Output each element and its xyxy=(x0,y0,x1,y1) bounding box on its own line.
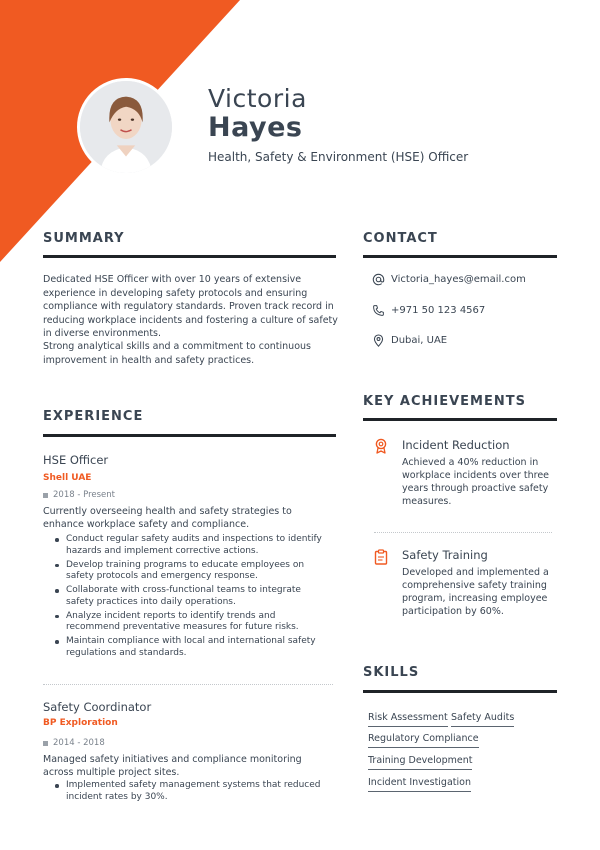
skill-tag: Regulatory Compliance xyxy=(368,733,479,748)
profile-photo xyxy=(77,78,175,176)
achievement-separator xyxy=(374,532,552,533)
skill-tag: Safety Audits xyxy=(451,712,514,727)
contact-phone-text: +971 50 123 4567 xyxy=(391,305,486,316)
list-item: Implemented safety management systems that reduced incident rates by 30%. xyxy=(55,780,330,803)
summary-paragraph-1: Dedicated HSE Officer with over 10 years of extensive experience in developing safety protocols and ensuring compliance with regulatory standards. Proven track record in reducing workplace incidents and fostering a culture of safety in diverse environments. xyxy=(43,274,338,339)
avatar-illustration xyxy=(80,81,172,173)
list-item: Collaborate with cross-functional teams to integrate safety practices into daily operations. xyxy=(55,585,330,608)
job-1-bullets xyxy=(55,534,330,662)
list-item: Maintain compliance with local and international safety regulations and standards. xyxy=(55,636,330,659)
contact-location-text: Dubai, UAE xyxy=(391,335,448,346)
summary-divider xyxy=(43,255,336,258)
job-2-dates-text: 2014 - 2018 xyxy=(53,738,105,748)
job-2-dates xyxy=(43,738,105,748)
skill-tag: Risk Assessment xyxy=(368,712,448,727)
list-item: Conduct regular safety audits and inspections to identify hazards and implement corrective actions. xyxy=(55,534,330,557)
first-name: Victoria xyxy=(208,84,307,113)
contact-heading: CONTACT xyxy=(363,231,438,246)
achievement-1-title: Incident Reduction xyxy=(402,438,510,452)
skills-heading: SKILLS xyxy=(363,665,420,680)
calendar-marker-icon xyxy=(43,493,48,498)
job-1-description: Currently overseeing health and safety strategies to enhance workplace safety and compliance. xyxy=(43,506,292,530)
achievement-1-description: Achieved a 40% reduction in workplace incidents over three years through proactive safety measures. xyxy=(402,457,550,507)
list-item: Analyze incident reports to identify trends and recommend preventative measures for future risks. xyxy=(55,611,330,634)
job-2-bullets xyxy=(55,780,330,806)
achievements-divider xyxy=(363,418,557,421)
experience-divider xyxy=(43,434,336,437)
job-separator xyxy=(43,684,333,685)
contact-divider xyxy=(363,255,557,258)
award-ribbon-icon xyxy=(374,438,388,454)
job-2-company: BP Exploration xyxy=(43,718,118,728)
job-1-dates xyxy=(43,490,115,500)
job-1-dates-text: 2018 - Present xyxy=(53,490,115,500)
achievement-2-title: Safety Training xyxy=(402,548,488,562)
last-name: Hayes xyxy=(208,112,303,143)
calendar-marker-icon xyxy=(43,741,48,746)
skill-tag: Incident Investigation xyxy=(368,777,471,792)
skills-divider xyxy=(363,690,557,693)
clipboard-icon xyxy=(374,549,388,565)
contact-email-text: Victoria_hayes@email.com xyxy=(391,274,526,285)
experience-heading: EXPERIENCE xyxy=(43,409,144,424)
job-title: Health, Safety & Environment (HSE) Officer xyxy=(208,150,469,164)
at-sign-icon xyxy=(372,273,385,286)
job-2-description: Managed safety initiatives and compliance monitoring across multiple project sites. xyxy=(43,754,302,778)
job-2-role: Safety Coordinator xyxy=(43,700,152,714)
list-item: Develop training programs to educate employees on safety protocols and emergency response. xyxy=(55,560,330,583)
phone-icon xyxy=(372,304,385,317)
summary-paragraph-2: Strong analytical skills and a commitment to continuous improvement in health and safety practices. xyxy=(43,341,311,366)
contact-email[interactable] xyxy=(372,273,526,286)
contact-location xyxy=(372,334,447,347)
achievement-2-description: Developed and implemented a comprehensive safety training program, increasing employee participation by 60%. xyxy=(402,567,549,617)
job-1-role: HSE Officer xyxy=(43,453,109,467)
skill-tag: Training Development xyxy=(368,755,472,770)
job-1-company: Shell UAE xyxy=(43,473,92,483)
contact-phone[interactable] xyxy=(372,304,485,317)
location-pin-icon xyxy=(372,334,385,347)
achievements-heading: KEY ACHIEVEMENTS xyxy=(363,394,526,409)
summary-heading: SUMMARY xyxy=(43,231,125,246)
